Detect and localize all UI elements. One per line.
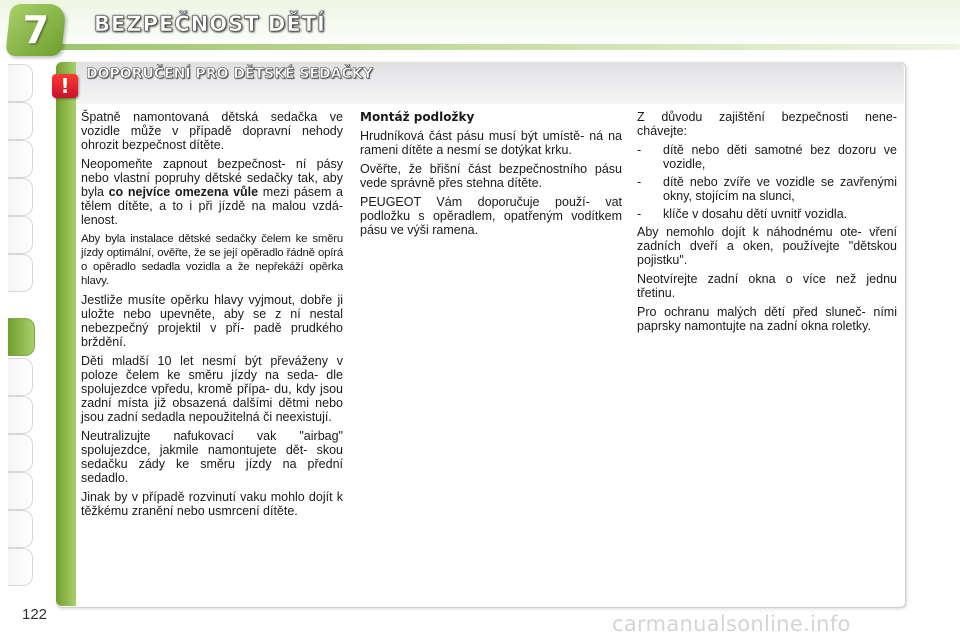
bullet-dash: - — [637, 207, 642, 221]
chapter-tab-9[interactable] — [8, 396, 33, 434]
paragraph: Ověřte, že břišní část bezpečnostního pásu vede správně přes stehna dítěte. — [360, 162, 622, 190]
chapter-tab-12[interactable] — [8, 510, 33, 548]
panel-accent-strip — [56, 62, 76, 606]
list-item-text: klíče v dosahu dětí uvnitř vozidla. — [663, 207, 848, 221]
paragraph: PEUGEOT Vám doporučuje použí- vat podložku s opěradlem, opatřeným vodítkem pásu ve výši ramena. — [360, 195, 622, 237]
paragraph: Jinak by v případě rozvinutí vaku mohlo dojít k těžkému zranění nebo usmrcení dítěte. — [81, 490, 343, 518]
page-title: BEZPEČNOST DĚTÍ — [94, 12, 326, 36]
paragraph: Aby byla instalace dětské sedačky čelem ke směru jízdy optimální, ověřte, že se její opěradlo řádně opírá o opěradlo sedadla vozidla a že nepřekáží opěrka hlavy. — [81, 233, 343, 287]
paragraph: Hrudníková část pásu musí být umístě- ná na rameni dítěte a nesmí se dotýkat krku. — [360, 129, 622, 157]
chapter-tab-13[interactable] — [8, 548, 33, 586]
chapter-tab-1[interactable] — [8, 64, 33, 102]
text-run: mezi pásem a tělem dítěte, a to i při jízdě na malou vzdá- lenost. — [81, 185, 344, 227]
paragraph: Z důvodu zajištění bezpečnosti nene- chávejte: — [637, 110, 897, 138]
emphasis-text: co nejvíce omezena vůle — [108, 185, 259, 199]
paragraph — [81, 157, 343, 227]
paragraph: Pro ochranu malých dětí před sluneč- ními paprsky namontujte na zadní okna roletky. — [637, 305, 897, 333]
chapter-tab-10[interactable] — [8, 434, 33, 472]
paragraph: Aby nemohlo dojít k náhodnému ote- vření zadních dveří a oken, používejte "dětskou pojistku". — [637, 225, 897, 267]
bullet-dash: - — [637, 175, 642, 189]
chapter-number: 7 — [22, 8, 50, 52]
header-rule — [56, 44, 960, 50]
paragraph: Neotvírejte zadní okna o více než jednu třetinu. — [637, 272, 897, 300]
bullet-dash: - — [637, 143, 642, 157]
chapter-tab-4[interactable] — [8, 178, 33, 216]
paragraph: Jestliže musíte opěrku hlavy vyjmout, dobře ji uložte nebo upevněte, aby se z ní nestal nebezpečný projektil v pří- padě prudkého brždění. — [81, 293, 343, 349]
list-item-text: dítě nebo zvíře ve vozidle se zavřenými okny, stojícím na slunci, — [663, 175, 897, 203]
paragraph: Špatně namontovaná dětská sedačka ve vozidle může v případě dopravní nehody ohrozit bezpečnost dítěte. — [81, 110, 343, 152]
chapter-tab-11[interactable] — [8, 472, 33, 510]
chapter-tab-6[interactable] — [8, 254, 33, 292]
chapter-tab-3[interactable] — [8, 140, 33, 178]
column-3 — [637, 110, 897, 338]
chapter-tab-2[interactable] — [8, 102, 33, 140]
section-title: DOPORUČENÍ PRO DĚTSKÉ SEDAČKY — [86, 66, 373, 82]
list-item — [637, 175, 897, 203]
column-2 — [360, 110, 622, 242]
column-1 — [81, 110, 343, 523]
paragraph: Děti mladší 10 let nesmí být převáženy v poloze čelem ke směru jízdy na seda- dle spolujezdce vpředu, kromě přípa- du, kdy jsou zadní místa již obsazená dalšími dětmi nebo jsou zadní sedadla nepoužitelná či neexistují. — [81, 354, 343, 424]
list-item-text: dítě nebo děti samotné bez dozoru ve vozidle, — [663, 143, 897, 171]
list-item — [637, 207, 897, 221]
chapter-tab-7-active[interactable] — [8, 318, 35, 356]
watermark: carmanualsonline.info — [612, 612, 851, 636]
warning-icon: ! — [52, 74, 78, 98]
paragraph: Neutralizujte nafukovací vak "airbag" spolujezdce, jakmile namontujete dět- skou sedačku zády ke směru jízdy na přední sedadlo. — [81, 429, 343, 485]
chapter-tab-5[interactable] — [8, 216, 33, 254]
page-number: 122 — [22, 606, 48, 623]
chapter-tab-8[interactable] — [8, 358, 33, 396]
subsection-heading: Montáž podložky — [360, 110, 475, 124]
list-item — [637, 143, 897, 171]
text-run: Neopomeňte zapnout bezpečnost- ní pásy nebo vlastní popruhy dětské sedačky tak, aby byla — [81, 157, 343, 199]
